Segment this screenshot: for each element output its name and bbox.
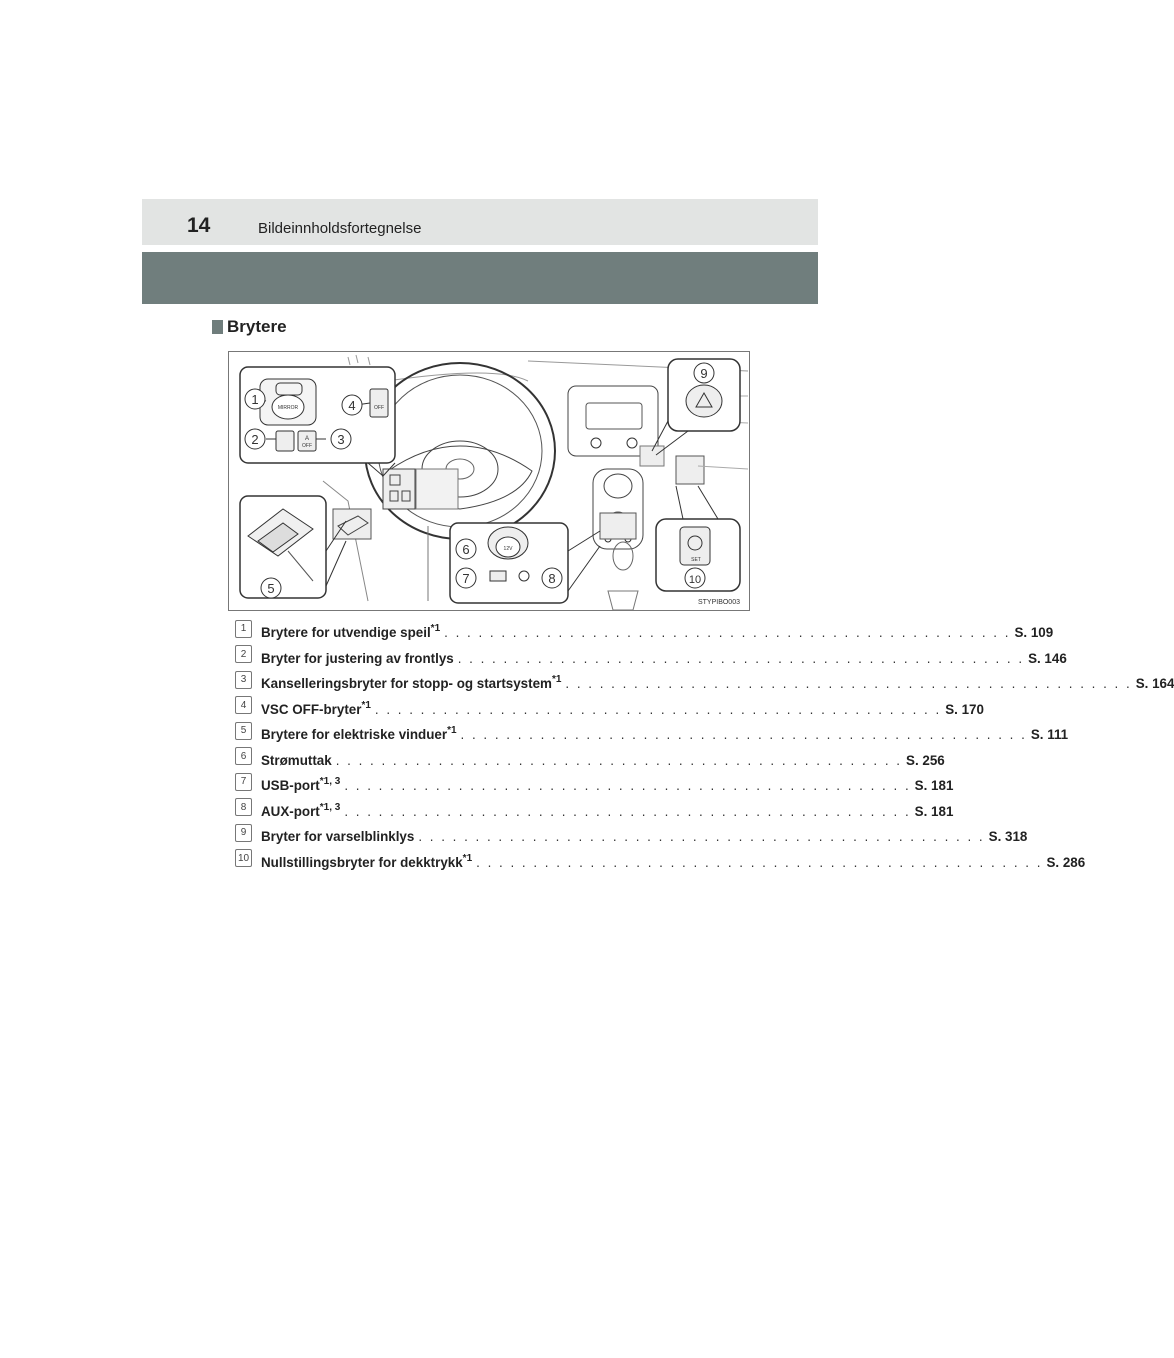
- list-item: [235, 824, 1028, 850]
- mirror-switch-label: MIRROR: [277, 405, 299, 411]
- page-reference-link[interactable]: S. 181: [914, 803, 954, 819]
- item-label: USB-port$^{*1, 3}$: [261, 776, 341, 794]
- page-reference-link[interactable]: S. 318: [988, 829, 1028, 845]
- stop-start-a-label: A: [304, 436, 310, 442]
- leader-dots: . . . . . . . . . . . . . . . . . . . . . . . . . . . . . . . . . . . . . . . . . . . . . . . . . .: [565, 676, 1132, 692]
- page-reference-link[interactable]: S. 111: [1030, 727, 1069, 743]
- item-label: Nullstillingsbryter for dekktrykk$^{*1}$: [261, 852, 473, 870]
- list-item: [235, 850, 1086, 876]
- item-label: Strømuttak: [261, 752, 332, 768]
- callout-2: 2: [251, 432, 259, 447]
- tire-set-label: SET: [691, 557, 701, 563]
- item-number: 4: [235, 696, 252, 714]
- page-number: 14: [187, 214, 211, 237]
- page-reference-link[interactable]: S. 286: [1046, 854, 1086, 870]
- leader-dots: . . . . . . . . . . . . . . . . . . . . . . . . . . . . . . . . . . . . . . . . . . . . . . . . . .: [457, 650, 1025, 666]
- item-label: Kanselleringsbryter for stopp- og startsystem$^{*1}$: [261, 674, 562, 692]
- leader-dots: . . . . . . . . . . . . . . . . . . . . . . . . . . . . . . . . . . . . . . . . . . . . . . . . . .: [344, 803, 911, 819]
- item-number: 3: [235, 671, 252, 689]
- callout-4: 4: [348, 398, 356, 413]
- leader-dots: . . . . . . . . . . . . . . . . . . . . . . . . . . . . . . . . . . . . . . . . . . . . . . . . . .: [460, 727, 1027, 743]
- item-number: 5: [235, 722, 252, 740]
- header-bar: [142, 199, 818, 245]
- leader-dots: . . . . . . . . . . . . . . . . . . . . . . . . . . . . . . . . . . . . . . . . . . . . . . . . . .: [335, 752, 903, 768]
- item-number: 2: [235, 645, 252, 663]
- item-number: 7: [235, 773, 252, 791]
- page-reference-link[interactable]: S. 181: [914, 778, 954, 794]
- list-item: [235, 646, 1067, 672]
- item-number: 9: [235, 824, 252, 842]
- leader-dots: . . . . . . . . . . . . . . . . . . . . . . . . . . . . . . . . . . . . . . . . . . . . . . . . . .: [374, 701, 942, 717]
- page-reference-link[interactable]: S. 109: [1014, 625, 1054, 641]
- leader-dots: . . . . . . . . . . . . . . . . . . . . . . . . . . . . . . . . . . . . . . . . . . . . . . . . . .: [418, 829, 985, 845]
- callout-7: 7: [462, 571, 470, 586]
- item-label: Brytere for elektriske vinduer$^{*1}$: [261, 725, 457, 743]
- callout-9: 9: [700, 366, 708, 381]
- page-reference-link[interactable]: S. 146: [1028, 650, 1067, 666]
- list-item: [235, 799, 954, 825]
- callout-6: 6: [462, 542, 470, 557]
- bullet-square-icon: [212, 320, 223, 334]
- list-item: [235, 671, 1174, 697]
- page-reference-link[interactable]: S. 170: [945, 701, 984, 717]
- item-label: Brytere for utvendige speil$^{*1}$: [261, 623, 441, 641]
- page-reference-link[interactable]: S. 164: [1135, 676, 1174, 692]
- leader-dots: . . . . . . . . . . . . . . . . . . . . . . . . . . . . . . . . . . . . . . . . . . . . . . . . . .: [444, 625, 1011, 641]
- section-title: Bildeinnholdsfortegnelse: [258, 220, 422, 237]
- callout-1: 1: [251, 392, 259, 407]
- callout-10: 10: [688, 574, 702, 586]
- item-label: Bryter for varselblinklys: [261, 829, 415, 845]
- leader-dots: . . . . . . . . . . . . . . . . . . . . . . . . . . . . . . . . . . . . . . . . . . . . . . . . . .: [344, 778, 911, 794]
- switch-index-list: [235, 620, 1174, 875]
- subheading-text: Brytere: [227, 317, 287, 336]
- leader-dots: . . . . . . . . . . . . . . . . . . . . . . . . . . . . . . . . . . . . . . . . . . . . . . . . . .: [476, 854, 1043, 870]
- stop-start-off-label: OFF: [302, 443, 312, 449]
- page-reference-link[interactable]: S. 256: [906, 752, 945, 768]
- chapter-band: [142, 252, 818, 304]
- power-outlet-label: 12V: [503, 546, 513, 552]
- figure-code: STYPIBO003: [697, 599, 740, 606]
- switch-location-figure: [228, 351, 750, 611]
- callout-3: 3: [337, 432, 345, 447]
- item-label: AUX-port$^{*1, 3}$: [261, 801, 341, 819]
- list-item: [235, 697, 984, 723]
- item-label: Bryter for justering av frontlys: [261, 650, 454, 666]
- list-item: [235, 722, 1069, 748]
- item-number: 6: [235, 747, 252, 765]
- item-number: 10: [235, 849, 252, 867]
- item-label: VSC OFF-bryter$^{*1}$: [261, 699, 371, 717]
- list-item: [235, 620, 1054, 646]
- list-item: [235, 773, 954, 799]
- callout-box-mirror-switches: [240, 367, 395, 476]
- item-number: 8: [235, 798, 252, 816]
- subheading: [212, 317, 287, 337]
- list-item: [235, 748, 945, 774]
- vsc-off-label: OFF: [374, 405, 384, 411]
- callout-8: 8: [548, 571, 556, 586]
- callout-5: 5: [267, 581, 275, 596]
- item-number: 1: [235, 620, 252, 638]
